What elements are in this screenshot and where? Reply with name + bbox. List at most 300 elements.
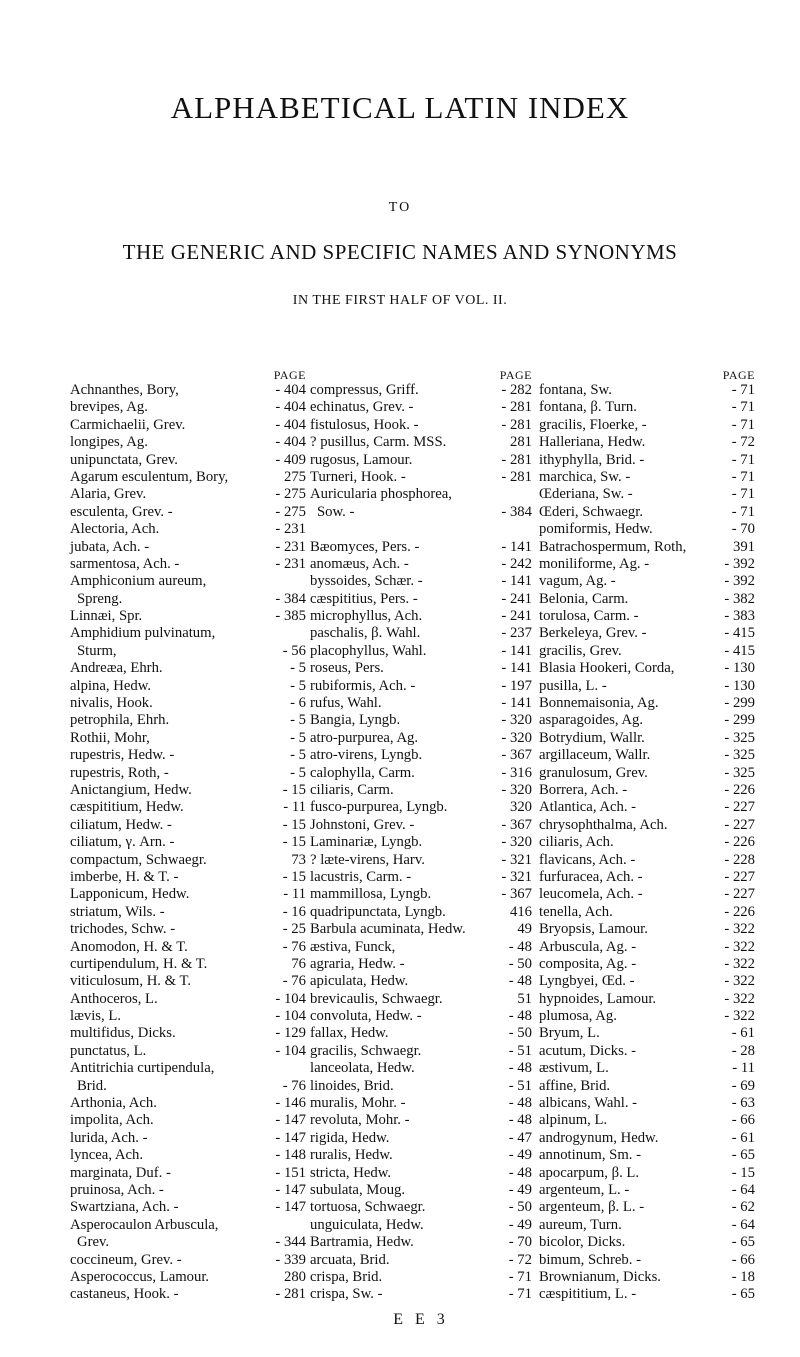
entry-name: Borrera, Ach. - [539, 781, 628, 798]
entry-name: Blasia Hookeri, Corda, [539, 660, 675, 677]
index-entry [310, 1199, 532, 1216]
entry-name: Anictangium, Hedw. [70, 781, 192, 798]
index-entry [539, 1025, 755, 1042]
index-entry [539, 608, 755, 625]
entry-name: Belonia, Carm. [539, 590, 629, 607]
index-entry [310, 452, 532, 469]
entry-name: gracilis, Grev. [539, 642, 622, 659]
entry-page: - 141 [501, 573, 532, 590]
entry-page: 51 [517, 990, 532, 1007]
index-entry [70, 573, 306, 590]
page-column-heading: PAGE [499, 368, 532, 382]
index-entry [310, 417, 532, 434]
entry-name: unguiculata, Hedw. [310, 1216, 424, 1233]
entry-page: - 321 [501, 868, 532, 885]
index-entry [310, 799, 532, 816]
index-entry [539, 1060, 755, 1077]
index-entry [539, 1269, 755, 1286]
index-entry [70, 817, 306, 834]
entry-page: - 385 [275, 608, 306, 625]
entry-page: - 384 [501, 503, 532, 520]
index-entry [539, 678, 755, 695]
page-column-heading: PAGE [273, 368, 306, 382]
entry-page: - 382 [724, 590, 755, 607]
entry-name: revoluta, Mohr. - [310, 1112, 410, 1129]
entry-page: - 49 [508, 1147, 532, 1164]
index-entry [539, 852, 755, 869]
entry-page: - 282 [501, 382, 532, 398]
index-entry [539, 1286, 755, 1303]
entry-page: - 71 [731, 382, 755, 398]
entry-name: coccineum, Grev. - [70, 1251, 182, 1268]
entry-name: paschalis, β. Wahl. [310, 625, 421, 642]
entry-name: Achnanthes, Bory, [70, 382, 179, 398]
entry-name: granulosum, Grev. [539, 764, 648, 781]
entry-name: bimum, Schreb. - [539, 1251, 641, 1268]
entry-name: brevicaulis, Schwaegr. [310, 990, 443, 1007]
index-entry [539, 747, 755, 764]
index-entry [539, 417, 755, 434]
entry-name: acutum, Dicks. - [539, 1042, 637, 1059]
index-entry [310, 712, 532, 729]
index-entry [539, 782, 755, 799]
entry-page: - 71 [731, 416, 755, 433]
entry-name: muralis, Mohr. - [310, 1095, 406, 1112]
entry-name: curtipendulum, H. & T. [70, 955, 208, 972]
entry-name: Grev. [77, 1234, 110, 1251]
entry-name: Arbuscula, Ag. - [539, 938, 637, 955]
entry-name: Halleriana, Hedw. [539, 434, 646, 451]
entry-name: lyncea, Ach. [70, 1147, 143, 1164]
index-entry [70, 765, 306, 782]
index-entry [70, 1060, 306, 1077]
entry-page: - 148 [275, 1147, 306, 1164]
entry-name: ? pusillus, Carm. MSS. [310, 434, 447, 451]
entry-page: - 242 [501, 555, 532, 572]
index-entry [539, 1112, 755, 1129]
entry-name: Œderiana, Sw. - [539, 486, 633, 503]
entry-name: crispa, Sw. - [310, 1286, 383, 1303]
entry-name: alpina, Hedw. [70, 677, 152, 694]
index-entry [539, 1234, 755, 1251]
entry-page: - 384 [275, 590, 306, 607]
entry-page: - 71 [731, 503, 755, 520]
index-entry [310, 904, 532, 921]
entry-page: - 72 [508, 1251, 532, 1268]
entry-name: atro-purpurea, Ag. [310, 729, 419, 746]
index-entry [539, 799, 755, 816]
index-entry [70, 382, 306, 399]
entry-name: Botrydium, Wallr. [539, 729, 645, 746]
index-entry [310, 434, 532, 451]
entry-page: - 367 [501, 886, 532, 903]
index-entry [310, 556, 532, 573]
entry-name: plumosa, Ag. [539, 1008, 617, 1025]
entry-page: - 320 [501, 712, 532, 729]
entry-page: - 281 [501, 416, 532, 433]
entry-page: - 231 [275, 521, 306, 538]
index-entry [539, 521, 755, 538]
index-entry [70, 504, 306, 521]
entry-page: - 71 [731, 399, 755, 416]
index-entry [70, 521, 306, 538]
entry-name: microphyllus, Ach. [310, 608, 423, 625]
index-entry [70, 469, 306, 486]
entry-page: - 49 [508, 1216, 532, 1233]
index-entry [310, 399, 532, 416]
entry-page: - 65 [731, 1234, 755, 1251]
index-entry [539, 486, 755, 503]
entry-page: - 15 [282, 868, 306, 885]
entry-page: - 299 [724, 712, 755, 729]
entry-page: - 5 [290, 660, 306, 677]
index-entry [310, 1008, 532, 1025]
index-entry [310, 1217, 532, 1234]
entry-name: ciliaris, Carm. [310, 781, 394, 798]
index-entry [539, 1043, 755, 1060]
index-entry [539, 643, 755, 660]
entry-name: ciliatum, Hedw. - [70, 816, 172, 833]
entry-page: - 383 [724, 608, 755, 625]
entry-page: - 404 [275, 399, 306, 416]
entry-name: ciliaris, Ach. [539, 834, 614, 851]
entry-page: - 76 [282, 1077, 306, 1094]
index-entry [70, 921, 306, 938]
entry-page: - 322 [724, 921, 755, 938]
entry-name: hypnoides, Lamour. [539, 990, 657, 1007]
entry-page: - 147 [275, 1129, 306, 1146]
index-entry [310, 765, 532, 782]
entry-page: - 11 [732, 1060, 755, 1077]
index-entry [539, 869, 755, 886]
index-entry [310, 886, 532, 903]
index-entry [70, 1165, 306, 1182]
entry-name: quadripunctata, Lyngb. [310, 903, 446, 920]
entry-name: æstivum, L. [539, 1060, 609, 1077]
index-entry [310, 573, 532, 590]
entry-page: - 15 [282, 781, 306, 798]
index-entry [539, 730, 755, 747]
entry-page: - 130 [724, 660, 755, 677]
entry-page: - 226 [724, 903, 755, 920]
entry-name: Laminariæ, Lyngb. [310, 834, 423, 851]
title-to: TO [388, 200, 412, 215]
index-entry [70, 452, 306, 469]
index-entry [310, 504, 532, 521]
index-entry [539, 834, 755, 851]
index-entry [70, 1112, 306, 1129]
entry-page: - 51 [508, 1042, 532, 1059]
index-entry [70, 1286, 306, 1303]
entry-name: Swartziana, Ach. - [70, 1199, 179, 1216]
entry-name: cæspititium, L. - [539, 1286, 637, 1303]
entry-page: - 5 [290, 764, 306, 781]
index-entry [70, 852, 306, 869]
entry-name: linoides, Brid. [310, 1077, 394, 1094]
entry-page: - 25 [282, 921, 306, 938]
index-entry [310, 730, 532, 747]
index-entry [70, 1078, 306, 1095]
index-entry [539, 817, 755, 834]
entry-list [539, 382, 755, 1304]
entry-page: - 415 [724, 625, 755, 642]
index-entry [70, 1130, 306, 1147]
signature-mark: E E 3 [393, 1311, 449, 1328]
entry-name: æstiva, Funck, [310, 938, 396, 955]
index-entry [70, 643, 306, 660]
entry-page: - 146 [275, 1095, 306, 1112]
entry-name: apocarpum, β. L. [539, 1164, 640, 1181]
index-entry [70, 434, 306, 451]
index-entry [539, 991, 755, 1008]
entry-name: Agarum esculentum, Bory, [70, 468, 229, 485]
entry-page: - 62 [731, 1199, 755, 1216]
entry-page: - 5 [290, 729, 306, 746]
entry-name: cæspititium, Hedw. [70, 799, 184, 816]
entry-name: asparagoides, Ag. [539, 712, 644, 729]
entry-name: agraria, Hedw. - [310, 955, 405, 972]
entry-name: multifidus, Dicks. [70, 1025, 176, 1042]
index-entry [310, 817, 532, 834]
index-entry [310, 625, 532, 642]
entry-name: nivalis, Hook. [70, 695, 153, 712]
entry-page: 281 [509, 434, 532, 451]
entry-name: castaneus, Hook. - [70, 1286, 179, 1303]
entry-page: - 104 [275, 1042, 306, 1059]
entry-name: Spreng. [77, 590, 123, 607]
entry-name: aureum, Turn. [539, 1216, 622, 1233]
index-entry [539, 765, 755, 782]
entry-page: - 48 [508, 938, 532, 955]
index-entry [310, 1078, 532, 1095]
entry-name: tortuosa, Schwaegr. [310, 1199, 426, 1216]
index-entry [70, 695, 306, 712]
entry-page: - 49 [508, 1181, 532, 1198]
entry-name: Bæomyces, Pers. - [310, 538, 420, 555]
entry-page: - 65 [731, 1286, 755, 1303]
entry-name: Andreæa, Ehrh. [70, 660, 163, 677]
entry-page: - 50 [508, 1025, 532, 1042]
index-entry [310, 973, 532, 990]
index-entry [539, 539, 755, 556]
entry-name: crispa, Brid. [310, 1268, 383, 1285]
index-entry [539, 712, 755, 729]
index-entry [310, 1165, 532, 1182]
entry-page: - 231 [275, 538, 306, 555]
entry-name: Rothii, Mohr, [70, 729, 150, 746]
entry-name: fusco-purpurea, Lyngb. [310, 799, 448, 816]
entry-name: vagum, Ag. - [539, 573, 616, 590]
entry-page: - 47 [508, 1129, 532, 1146]
index-entry [310, 1112, 532, 1129]
index-entry [310, 469, 532, 486]
entry-page: - 404 [275, 416, 306, 433]
entry-name: Berkeleya, Grev. - [539, 625, 647, 642]
entry-name: moniliforme, Ag. - [539, 555, 650, 572]
entry-name: Alectoria, Ach. [70, 521, 160, 538]
entry-page: - 322 [724, 938, 755, 955]
entry-name: annotinum, Sm. - [539, 1147, 641, 1164]
entry-name: Barbula acuminata, Hedw. [310, 921, 466, 938]
index-entry [70, 556, 306, 573]
index-entry [539, 1008, 755, 1025]
entry-page: - 130 [724, 677, 755, 694]
index-entry [539, 1199, 755, 1216]
entry-name: longipes, Ag. [70, 434, 148, 451]
index-entry [70, 1234, 306, 1251]
entry-name: lurida, Ach. - [70, 1129, 148, 1146]
index-entry [310, 1043, 532, 1060]
entry-name: Anthoceros, L. [70, 990, 158, 1007]
index-entry [70, 730, 306, 747]
index-entry [70, 1217, 306, 1234]
entry-name: argenteum, L. - [539, 1181, 630, 1198]
entry-page: - 51 [508, 1077, 532, 1094]
entry-page: - 281 [501, 399, 532, 416]
index-entry [539, 660, 755, 677]
index-entry [310, 1130, 532, 1147]
entry-name: rubiformis, Ach. - [310, 677, 416, 694]
index-entry [70, 1008, 306, 1025]
index-entry [539, 1147, 755, 1164]
entry-name: bicolor, Dicks. [539, 1234, 626, 1251]
entry-name: furfuracea, Ach. - [539, 868, 643, 885]
entry-name: lacustris, Carm. - [310, 868, 412, 885]
entry-name: argenteum, β. L. - [539, 1199, 645, 1216]
entry-page: - 48 [508, 1008, 532, 1025]
entry-page: - 227 [724, 816, 755, 833]
index-entry [539, 625, 755, 642]
entry-page: - 15 [282, 816, 306, 833]
entry-page: - 367 [501, 816, 532, 833]
entry-page: - 241 [501, 590, 532, 607]
index-entry [310, 782, 532, 799]
index-entry [70, 834, 306, 851]
entry-name: rugosus, Lamour. [310, 451, 413, 468]
entry-page: - 322 [724, 973, 755, 990]
index-subtitle: THE GENERIC AND SPECIFIC NAMES AND SYNONYMS [122, 240, 678, 264]
entry-page: - 141 [501, 695, 532, 712]
entry-page: - 50 [508, 1199, 532, 1216]
entry-name: Anomodon, H. & T. [70, 938, 188, 955]
entry-page: - 237 [501, 625, 532, 642]
entry-page: - 15 [282, 834, 306, 851]
entry-page: - 11 [283, 799, 306, 816]
index-entry [70, 886, 306, 903]
index-entry [539, 1130, 755, 1147]
entry-page: - 404 [275, 382, 306, 398]
entry-page: - 367 [501, 747, 532, 764]
entry-name: ruralis, Hedw. [310, 1147, 393, 1164]
entry-name: Arthonia, Ach. [70, 1095, 157, 1112]
index-entry [539, 921, 755, 938]
entry-name: gracilis, Schwaegr. [310, 1042, 422, 1059]
entry-name: Alaria, Grev. [70, 486, 147, 503]
entry-page: - 48 [508, 1112, 532, 1129]
entry-name: pruinosa, Ach. - [70, 1181, 164, 1198]
index-entry [539, 695, 755, 712]
entry-name: Asperocaulon Arbuscula, [70, 1216, 219, 1233]
entry-name: Brownianum, Dicks. [539, 1268, 661, 1285]
index-entry [70, 1147, 306, 1164]
index-entry [310, 1182, 532, 1199]
index-entry [310, 539, 532, 556]
index-entry [310, 1060, 532, 1077]
index-entry [70, 1269, 306, 1286]
index-entry [539, 956, 755, 973]
entry-page: - 71 [731, 451, 755, 468]
entry-name: Turneri, Hook. - [310, 468, 406, 485]
entry-page: - 151 [275, 1164, 306, 1181]
entry-page: - 66 [731, 1251, 755, 1268]
index-entry [70, 1095, 306, 1112]
entry-name: placophyllus, Wahl. [310, 642, 427, 659]
index-entry [539, 1165, 755, 1182]
entry-name: Bryopsis, Lamour. [539, 921, 648, 938]
entry-page: - 322 [724, 955, 755, 972]
entry-name: gracilis, Floerke, - [539, 416, 647, 433]
index-entry [310, 695, 532, 712]
index-entry [539, 1078, 755, 1095]
entry-page: - 50 [508, 955, 532, 972]
entry-name: ithyphylla, Brid. - [539, 451, 645, 468]
index-entry [70, 399, 306, 416]
entry-page: - 228 [724, 851, 755, 868]
entry-page: - 344 [275, 1234, 306, 1251]
index-column-3 [539, 369, 755, 1304]
entry-page: - 281 [275, 1286, 306, 1303]
entry-name: viticulosum, H. & T. [70, 973, 192, 990]
entry-page: - 325 [724, 747, 755, 764]
entry-page: - 129 [275, 1025, 306, 1042]
entry-page: - 5 [290, 677, 306, 694]
index-entry [539, 434, 755, 451]
entry-page: - 141 [501, 660, 532, 677]
index-entry [539, 591, 755, 608]
entry-page: - 320 [501, 834, 532, 851]
index-entry [70, 1043, 306, 1060]
index-entry [310, 991, 532, 1008]
index-entry [70, 678, 306, 695]
index-entry [70, 904, 306, 921]
index-entry [70, 712, 306, 729]
index-entry [539, 452, 755, 469]
index-entry [539, 904, 755, 921]
index-entry [70, 1182, 306, 1199]
index-title: ALPHABETICAL LATIN INDEX [170, 90, 630, 125]
index-entry [539, 556, 755, 573]
entry-page: - 141 [501, 642, 532, 659]
entry-page: - 197 [501, 677, 532, 694]
entry-page: - 48 [508, 1060, 532, 1077]
entry-page: 275 [283, 468, 306, 485]
entry-page: - 227 [724, 868, 755, 885]
entry-name: Lapponicum, Hedw. [70, 886, 190, 903]
entry-name: byssoides, Schær. - [310, 573, 423, 590]
index-entry [310, 608, 532, 625]
entry-name: arcuata, Brid. [310, 1251, 390, 1268]
entry-name: Batrachospermum, Roth, [539, 538, 687, 555]
index-entry [539, 1095, 755, 1112]
entry-page: - 6 [290, 695, 306, 712]
page-column-heading: PAGE [722, 368, 755, 382]
entry-page: - 63 [731, 1095, 755, 1112]
entry-page: - 70 [508, 1234, 532, 1251]
index-entry [539, 469, 755, 486]
entry-page: - 48 [508, 1164, 532, 1181]
entry-page: - 226 [724, 781, 755, 798]
entry-page: - 71 [508, 1268, 532, 1285]
